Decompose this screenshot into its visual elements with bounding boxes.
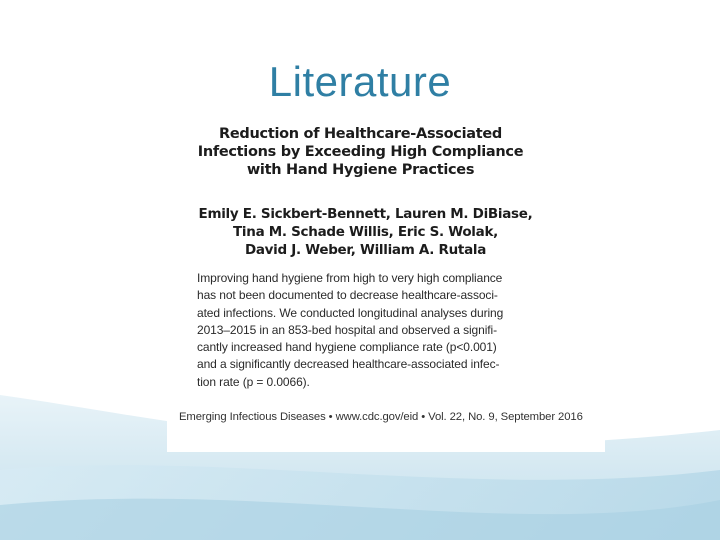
slide-title: Literature [268, 58, 452, 105]
author-line: Tina M. Schade Willis, Eric S. Wolak, [233, 224, 498, 240]
abstract-line: cantly increased hand hygiene compliance rate (p<0.001) [197, 340, 497, 355]
article-abstract [197, 270, 537, 391]
author-line: Emily E. Sickbert-Bennett, Lauren M. DiBiase, [198, 206, 533, 222]
abstract-line: Improving hand hygiene from high to very high compliance [197, 271, 503, 285]
abstract-line: 2013–2015 in an 853-bed hospital and observed a signifi- [197, 322, 497, 337]
article-body-clipping [167, 178, 538, 389]
article-title-line: Reduction of Healthcare-Associated [219, 126, 502, 142]
abstract-line: ated infections. We conducted longitudinal analyses during [197, 305, 504, 320]
abstract-line: and a significantly decreased healthcare-associated infec- [197, 357, 500, 372]
article-title-line: with Hand Hygiene Practices [246, 162, 475, 178]
citation-clipping [167, 405, 605, 452]
abstract-line: has not been documented to decrease healthcare-associ- [197, 288, 498, 303]
article-title-clipping [186, 113, 535, 179]
article-citation: Emerging Infectious Diseases • www.cdc.gov/eid • Vol. 22, No. 9, September 2016 [179, 411, 583, 423]
article-title-line: Infections by Exceeding High Compliance [197, 144, 524, 160]
author-line: David J. Weber, William A. Rutala [244, 242, 487, 258]
abstract-line: tion rate (p = 0.0066). [197, 374, 310, 389]
article-authors [193, 205, 538, 259]
article-title [186, 125, 535, 179]
